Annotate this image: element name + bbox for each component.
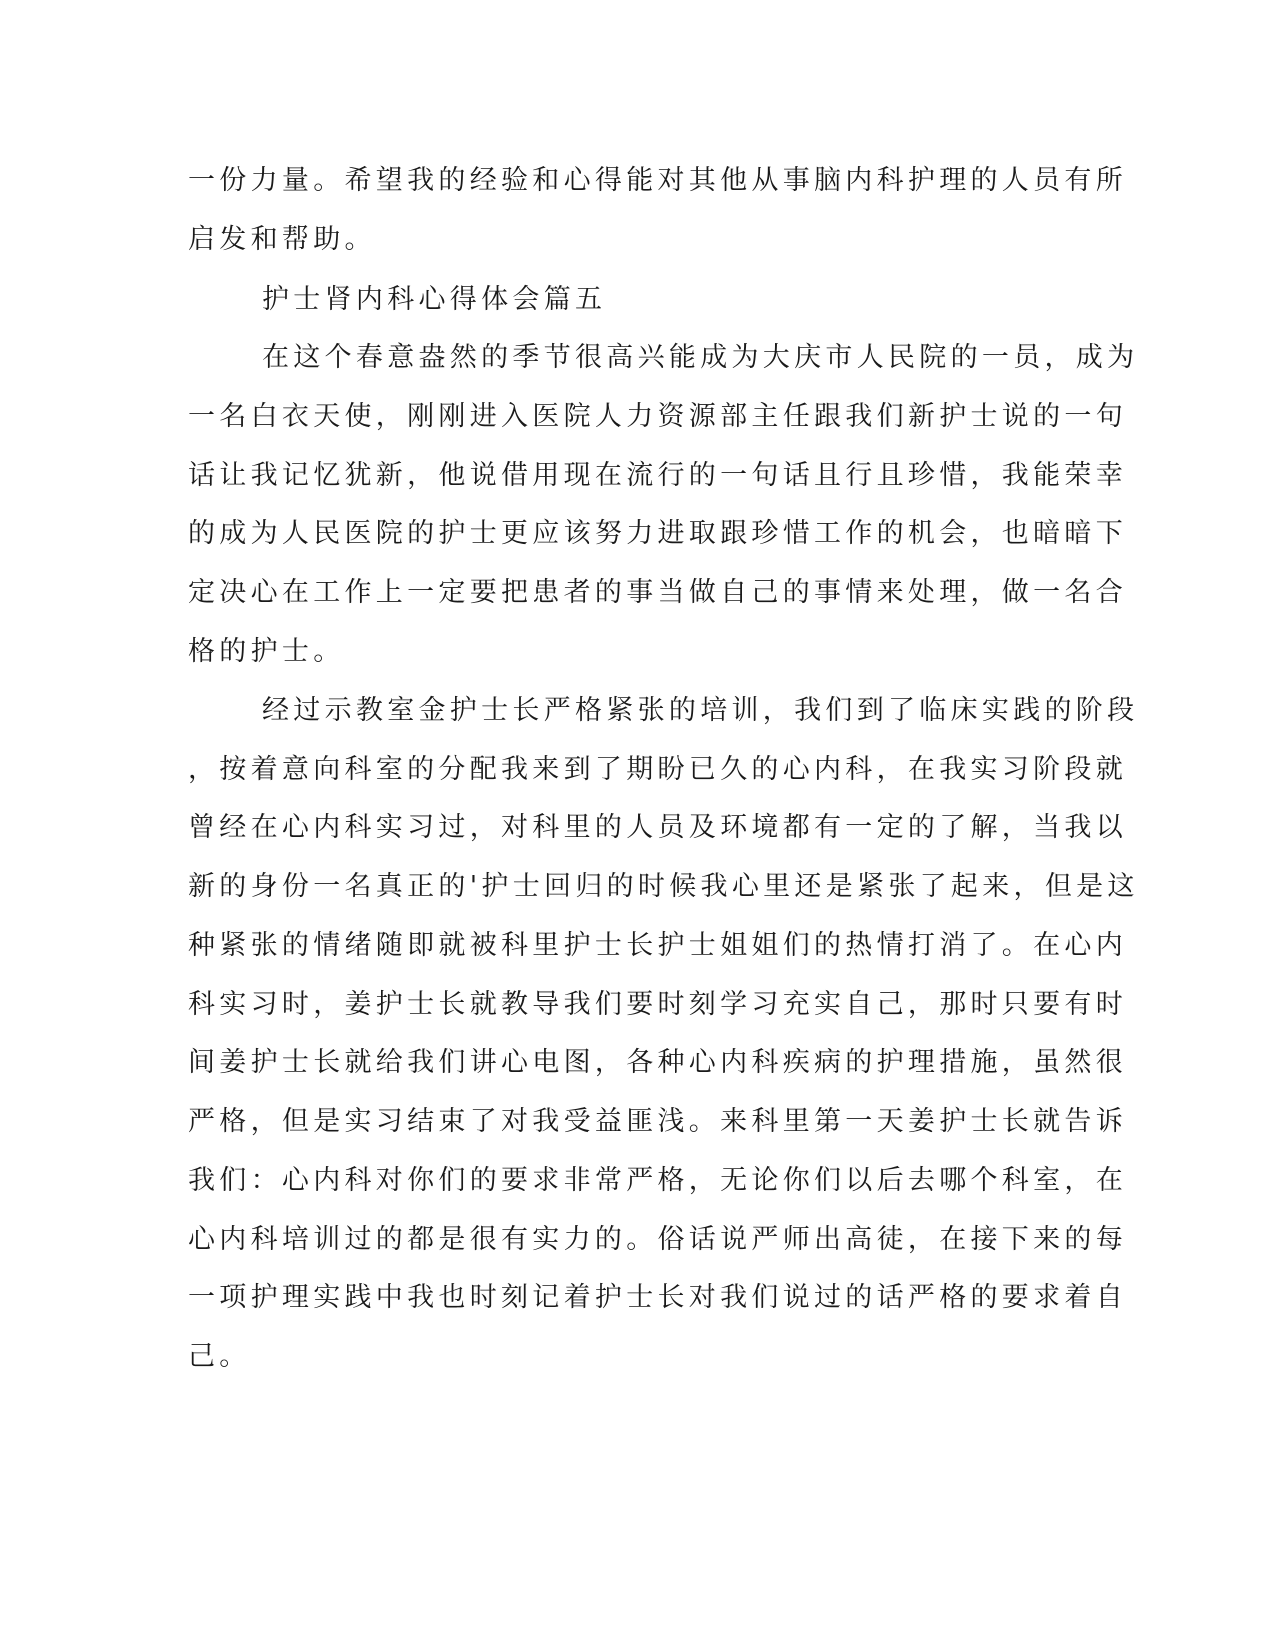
paragraph-line: 一名白衣天使，刚刚进入医院人力资源部主任跟我们新护士说的一句 (188, 401, 1127, 432)
paragraph-line: 经过示教室金护士长严格紧张的培训，我们到了临床实践的阶段 (262, 695, 1139, 726)
paragraph-line: 的成为人民医院的护士更应该努力进取跟珍惜工作的机会，也暗暗下 (188, 518, 1127, 549)
paragraph-line: 定决心在工作上一定要把患者的事当做自己的事情来处理，做一名合 (188, 577, 1127, 608)
paragraph-line: 间姜护士长就给我们讲心电图，各种心内科疾病的护理措施，虽然很 (188, 1047, 1127, 1078)
paragraph-line: 己。 (188, 1341, 251, 1372)
paragraph-line: 曾经在心内科实习过，对科里的人员及环境都有一定的了解，当我以 (188, 812, 1127, 843)
paragraph-line: 一项护理实践中我也时刻记着护士长对我们说过的话严格的要求着自 (188, 1282, 1127, 1313)
paragraph-line: 我们：心内科对你们的要求非常严格，无论你们以后去哪个科室，在 (188, 1165, 1127, 1196)
paragraph-line: 新的身份一名真正的'护士回归的时候我心里还是紧张了起来，但是这 (188, 871, 1139, 902)
paragraph-line: 严格，但是实习结束了对我受益匪浅。来科里第一天姜护士长就告诉 (188, 1106, 1127, 1137)
paragraph-line: 格的护士。 (188, 636, 345, 667)
paragraph-line: 话让我记忆犹新，他说借用现在流行的一句话且行且珍惜，我能荣幸 (188, 460, 1127, 491)
section-heading: 护士肾内科心得体会篇五 (262, 284, 607, 315)
paragraph-line: 科实习时，姜护士长就教导我们要时刻学习充实自己，那时只要有时 (188, 989, 1127, 1020)
paragraph-line: ，按着意向科室的分配我来到了期盼已久的心内科，在我实习阶段就 (188, 754, 1127, 785)
paragraph-line: 一份力量。希望我的经验和心得能对其他从事脑内科护理的人员有所 (188, 165, 1127, 196)
paragraph-line: 种紧张的情绪随即就被科里护士长护士姐姐们的热情打消了。在心内 (188, 930, 1127, 961)
paragraph-line: 在这个春意盎然的季节很高兴能成为大庆市人民院的一员，成为 (262, 342, 1139, 373)
paragraph-line: 心内科培训过的都是很有实力的。俗话说严师出高徒，在接下来的每 (188, 1224, 1127, 1255)
paragraph-line: 启发和帮助。 (188, 224, 376, 255)
